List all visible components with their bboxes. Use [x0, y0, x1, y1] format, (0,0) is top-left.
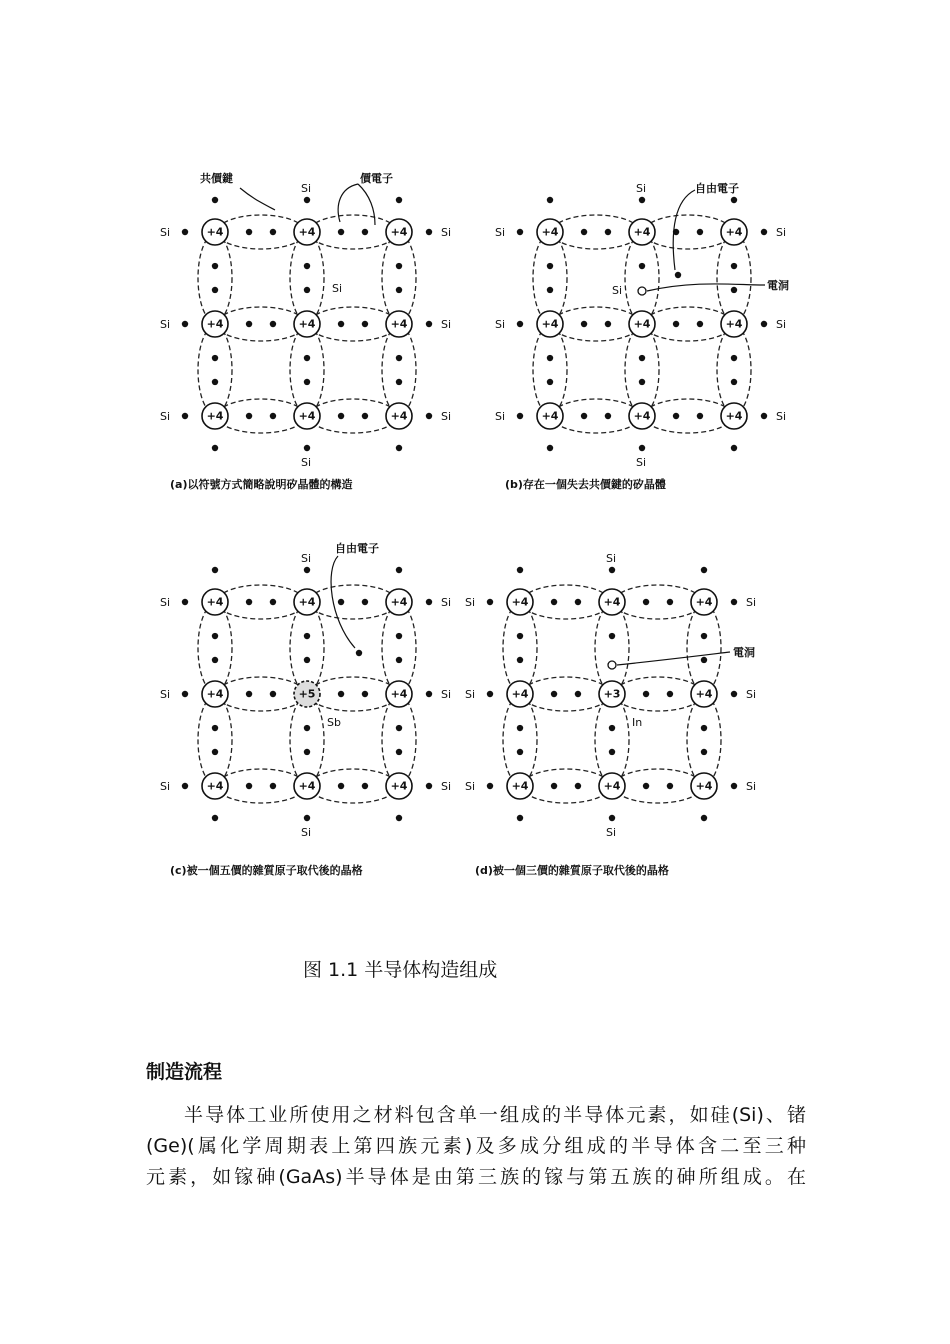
valence-electron — [639, 445, 645, 451]
panel-caption: (c)被一個五價的雜質原子取代後的晶格 — [170, 864, 363, 877]
si-label: Si — [612, 284, 623, 297]
valence-electron — [362, 229, 368, 235]
valence-electron — [212, 815, 218, 821]
paragraph-line: 元素，如镓砷(GaAs)半导体是由第三族的镓与第五族的砷所组成。在 — [146, 1166, 806, 1188]
nucleus-charge: +4 — [603, 595, 621, 609]
covalent-bond — [309, 585, 397, 619]
covalent-bond — [644, 307, 732, 341]
paragraph-line: (Ge)(属化学周期表上第四族元素)及多成分组成的半导体含二至三种 — [146, 1135, 806, 1157]
covalent-bond — [595, 604, 629, 692]
si-label: Si — [746, 596, 757, 609]
valence-electron — [609, 725, 615, 731]
valence-electron — [304, 567, 310, 573]
covalent-bond — [687, 696, 721, 784]
hole-pointer — [617, 652, 730, 665]
si-label: Si — [160, 410, 171, 423]
valence-electron — [547, 379, 553, 385]
valence-electron — [761, 413, 767, 419]
valence-electron — [212, 749, 218, 755]
nucleus-charge: +4 — [206, 595, 224, 609]
covalent-bond — [552, 399, 640, 433]
si-label: Si — [441, 410, 452, 423]
valence-electron — [697, 413, 703, 419]
valence-electron — [304, 445, 310, 451]
si-label: Si — [160, 780, 171, 793]
valence-electron — [426, 321, 432, 327]
valence-electron — [426, 599, 432, 605]
valence-electron — [338, 321, 344, 327]
nucleus-charge: +4 — [725, 317, 743, 331]
covalent-bond — [198, 696, 232, 784]
covalent-bond — [644, 399, 732, 433]
covalent-bond — [217, 677, 305, 711]
valence-electron — [487, 599, 493, 605]
valence-electron — [517, 749, 523, 755]
nucleus-charge: +4 — [725, 225, 743, 239]
si-label: Si — [301, 552, 312, 565]
nucleus-charge: +4 — [725, 409, 743, 423]
valence-electron — [270, 691, 276, 697]
si-label: Si — [160, 318, 171, 331]
nucleus-charge: +4 — [603, 779, 621, 793]
valence-electron — [212, 197, 218, 203]
valence-electron — [362, 599, 368, 605]
valence-electron — [246, 691, 252, 697]
valence-electron — [547, 445, 553, 451]
si-label: Si — [606, 826, 617, 839]
valence-electron — [609, 567, 615, 573]
nucleus-charge: +4 — [695, 595, 713, 609]
valence-electron — [396, 725, 402, 731]
covalent-bond — [290, 696, 324, 784]
valence-electron — [338, 691, 344, 697]
hole-pointer — [647, 284, 765, 291]
covalent-bond — [198, 234, 232, 322]
valence-electron — [396, 815, 402, 821]
si-label: Si — [160, 688, 171, 701]
nucleus-charge: +4 — [298, 595, 316, 609]
si-label: Si — [606, 552, 617, 565]
covalent-bond — [309, 399, 397, 433]
valence-electron — [673, 321, 679, 327]
si-label: Si — [441, 226, 452, 239]
free-electron-label: 自由電子 — [335, 542, 379, 555]
si-label: Si — [301, 456, 312, 469]
covalent-bond — [503, 604, 537, 692]
valence-electron — [731, 691, 737, 697]
nucleus-charge: +4 — [206, 779, 224, 793]
si-label: Si — [441, 688, 452, 701]
valence-electron — [517, 633, 523, 639]
nucleus-charge: +4 — [206, 409, 224, 423]
section-title: 制造流程 — [146, 1061, 223, 1083]
valence-electron — [667, 691, 673, 697]
si-label: Si — [495, 410, 506, 423]
covalent-bond — [198, 604, 232, 692]
covalent-bond — [290, 604, 324, 692]
valence-electron — [701, 657, 707, 663]
valence-electron — [212, 263, 218, 269]
panel-caption: (b)存在一個失去共價鍵的矽晶體 — [505, 478, 666, 491]
nucleus-charge: +4 — [298, 779, 316, 793]
covalent-bond — [625, 234, 659, 322]
covalent-bond — [717, 234, 751, 322]
valence-pointer — [358, 184, 375, 225]
bond-label: 共價鍵 — [200, 172, 233, 185]
valence-electron — [362, 691, 368, 697]
valence-electron — [575, 599, 581, 605]
valence-electron — [517, 567, 523, 573]
nucleus-charge: +4 — [298, 317, 316, 331]
valence-electron — [547, 287, 553, 293]
covalent-bond — [533, 326, 567, 414]
valence-electron — [304, 355, 310, 361]
valence-electron — [701, 725, 707, 731]
covalent-bond — [503, 696, 537, 784]
si-label: Si — [776, 410, 787, 423]
nucleus-charge: +4 — [206, 225, 224, 239]
valence-electron — [609, 633, 615, 639]
si-label: Si — [160, 596, 171, 609]
si-label: Si — [746, 688, 757, 701]
nucleus-charge: +4 — [298, 225, 316, 239]
lattice-figure — [140, 170, 830, 900]
valence-electron — [609, 815, 615, 821]
si-label: Si — [636, 456, 647, 469]
si-label: Si — [441, 596, 452, 609]
figure-caption: 图 1.1 半导体构造组成 — [303, 959, 498, 981]
valence-electron — [396, 657, 402, 663]
valence-electron — [731, 197, 737, 203]
valence-electron — [396, 567, 402, 573]
valence-electron — [212, 287, 218, 293]
si-label: Si — [776, 226, 787, 239]
covalent-bond — [533, 234, 567, 322]
covalent-bond — [309, 215, 397, 249]
si-label: Si — [495, 226, 506, 239]
valence-electron — [426, 783, 432, 789]
valence-electron — [304, 725, 310, 731]
valence-electron — [731, 287, 737, 293]
covalent-bond — [309, 769, 397, 803]
valence-electron — [639, 379, 645, 385]
valence-electron — [761, 321, 767, 327]
nucleus-charge: +4 — [390, 595, 408, 609]
valence-electron — [246, 783, 252, 789]
covalent-bond — [382, 604, 416, 692]
valence-electron — [426, 229, 432, 235]
valence-electron — [270, 599, 276, 605]
covalent-bond — [552, 215, 640, 249]
si-label: Si — [636, 182, 647, 195]
covalent-bond — [217, 769, 305, 803]
nucleus-charge: +4 — [633, 409, 651, 423]
hole — [608, 661, 616, 669]
valence-electron — [246, 413, 252, 419]
si-label: Si — [465, 596, 476, 609]
covalent-bond — [595, 696, 629, 784]
valence-electron — [212, 445, 218, 451]
covalent-bond — [552, 307, 640, 341]
valence-electron — [731, 379, 737, 385]
valence-electron — [212, 633, 218, 639]
nucleus-charge: +4 — [390, 779, 408, 793]
valence-electron — [731, 445, 737, 451]
valence-electron — [362, 321, 368, 327]
body-paragraph — [146, 1100, 806, 1193]
panel-c-diagram — [160, 540, 470, 890]
valence-electron — [396, 749, 402, 755]
valence-electron — [731, 263, 737, 269]
valence-electron — [731, 355, 737, 361]
valence-electron — [304, 263, 310, 269]
free-electron-label: 自由電子 — [695, 182, 739, 195]
impurity-label: In — [632, 716, 643, 729]
covalent-bond — [522, 769, 610, 803]
valence-electron — [426, 413, 432, 419]
nucleus-charge: +4 — [298, 409, 316, 423]
panel-c — [160, 540, 470, 890]
si-label: Si — [776, 318, 787, 331]
panel-caption: (a)以符號方式簡略說明矽晶體的構造 — [170, 478, 353, 491]
valence-electron — [182, 599, 188, 605]
valence-electron — [551, 783, 557, 789]
hole — [638, 287, 646, 295]
valence-electron — [643, 691, 649, 697]
valence-electron — [338, 599, 344, 605]
covalent-bond — [382, 326, 416, 414]
valence-electron — [338, 229, 344, 235]
nucleus-charge: +4 — [695, 779, 713, 793]
valence-electron — [396, 445, 402, 451]
valence-electron — [581, 413, 587, 419]
valence-electron — [697, 229, 703, 235]
covalent-bond — [625, 326, 659, 414]
valence-electron — [246, 599, 252, 605]
covalent-bond — [290, 234, 324, 322]
nucleus-charge: +4 — [390, 317, 408, 331]
nucleus-charge: +5 — [298, 687, 316, 701]
nucleus-charge: +4 — [511, 595, 529, 609]
valence-electron — [605, 413, 611, 419]
valence-electron — [517, 815, 523, 821]
nucleus-charge: +4 — [206, 687, 224, 701]
nucleus-charge: +4 — [206, 317, 224, 331]
valence-electron — [639, 355, 645, 361]
valence-electron — [426, 691, 432, 697]
valence-electron — [605, 321, 611, 327]
valence-electron — [673, 413, 679, 419]
hole-label: 電洞 — [767, 279, 789, 292]
valence-electron — [270, 783, 276, 789]
valence-electron — [701, 815, 707, 821]
valence-electron — [581, 229, 587, 235]
valence-electron — [487, 783, 493, 789]
si-label: Si — [301, 182, 312, 195]
covalent-bond — [309, 677, 397, 711]
si-label: Si — [746, 780, 757, 793]
covalent-bond — [382, 234, 416, 322]
panel-a-diagram — [160, 170, 470, 491]
covalent-bond — [217, 585, 305, 619]
si-label: Si — [332, 282, 343, 295]
panel-caption: (d)被一個三價的雜質原子取代後的晶格 — [475, 864, 669, 877]
valence-electron — [547, 355, 553, 361]
si-label: Si — [160, 226, 171, 239]
valence-electron — [246, 321, 252, 327]
valence-electron — [639, 263, 645, 269]
valence-electron — [667, 783, 673, 789]
valence-electron — [396, 355, 402, 361]
nucleus-charge: +4 — [541, 225, 559, 239]
valence-electron — [212, 355, 218, 361]
valence-electron — [212, 379, 218, 385]
valence-electron — [338, 783, 344, 789]
valence-electron — [517, 321, 523, 327]
nucleus-charge: +3 — [603, 687, 621, 701]
valence-electron — [517, 725, 523, 731]
si-label: Si — [441, 318, 452, 331]
covalent-bond — [290, 326, 324, 414]
valence-pointer — [338, 184, 358, 222]
nucleus-charge: +4 — [695, 687, 713, 701]
valence-electron — [605, 229, 611, 235]
valence-electron — [551, 599, 557, 605]
nucleus-charge: +4 — [633, 317, 651, 331]
si-label: Si — [301, 826, 312, 839]
valence-electron — [246, 229, 252, 235]
valence-electron — [270, 321, 276, 327]
valence-electron — [396, 287, 402, 293]
valence-electron — [362, 783, 368, 789]
valence-electron — [487, 691, 493, 697]
valence-electron — [182, 321, 188, 327]
valence-electron — [270, 229, 276, 235]
covalent-bond — [309, 307, 397, 341]
valence-electron — [304, 287, 310, 293]
valence-electron — [575, 783, 581, 789]
valence-electron — [396, 197, 402, 203]
free-electron — [356, 650, 362, 656]
valence-electron — [731, 783, 737, 789]
valence-electron — [182, 691, 188, 697]
impurity-label: Sb — [327, 716, 341, 729]
covalent-bond — [614, 585, 702, 619]
bond-pointer — [240, 188, 275, 210]
si-label: Si — [465, 688, 476, 701]
valence-electron — [609, 749, 615, 755]
valence-electron — [547, 263, 553, 269]
valence-electron — [304, 815, 310, 821]
valence-electron — [396, 633, 402, 639]
valence-electron — [517, 413, 523, 419]
si-label: Si — [495, 318, 506, 331]
panel-d-diagram — [465, 540, 775, 890]
covalent-bond — [614, 769, 702, 803]
valence-electron — [212, 567, 218, 573]
covalent-bond — [614, 677, 702, 711]
valence-electron — [304, 379, 310, 385]
valence-electron — [547, 197, 553, 203]
si-label: Si — [465, 780, 476, 793]
valence-electron — [304, 633, 310, 639]
panel-b-diagram — [495, 170, 805, 491]
valence-electron — [643, 599, 649, 605]
free-electron — [675, 272, 681, 278]
nucleus-charge: +4 — [390, 687, 408, 701]
valence-electron — [551, 691, 557, 697]
valence-electron — [212, 657, 218, 663]
nucleus-charge: +4 — [541, 317, 559, 331]
valence-electron — [701, 749, 707, 755]
nucleus-charge: +4 — [633, 225, 651, 239]
valence-electron — [701, 633, 707, 639]
valence-electron — [396, 379, 402, 385]
valence-electron — [212, 725, 218, 731]
paragraph-line: 半导体工业所使用之材料包含单一组成的半导体元素，如硅(Si)、锗 — [184, 1104, 806, 1126]
valence-electron — [697, 321, 703, 327]
valence-electron — [761, 229, 767, 235]
valence-electron — [304, 657, 310, 663]
valence-label: 價電子 — [360, 172, 393, 185]
valence-electron — [701, 567, 707, 573]
panel-d — [465, 540, 775, 890]
si-label: Si — [441, 780, 452, 793]
covalent-bond — [217, 307, 305, 341]
valence-electron — [304, 749, 310, 755]
hole-label: 電洞 — [733, 646, 755, 659]
nucleus-charge: +4 — [541, 409, 559, 423]
valence-electron — [396, 263, 402, 269]
covalent-bond — [717, 326, 751, 414]
covalent-bond — [217, 399, 305, 433]
panel-b — [495, 170, 805, 491]
nucleus-charge: +4 — [390, 225, 408, 239]
covalent-bond — [217, 215, 305, 249]
valence-electron — [338, 413, 344, 419]
valence-electron — [270, 413, 276, 419]
valence-electron — [517, 657, 523, 663]
valence-electron — [182, 413, 188, 419]
valence-electron — [575, 691, 581, 697]
valence-electron — [581, 321, 587, 327]
covalent-bond — [522, 585, 610, 619]
valence-electron — [362, 413, 368, 419]
nucleus-charge: +4 — [511, 779, 529, 793]
covalent-bond — [644, 215, 732, 249]
valence-electron — [182, 229, 188, 235]
covalent-bond — [687, 604, 721, 692]
valence-electron — [643, 783, 649, 789]
covalent-bond — [198, 326, 232, 414]
valence-electron — [182, 783, 188, 789]
valence-electron — [517, 229, 523, 235]
nucleus-charge: +4 — [390, 409, 408, 423]
nucleus-charge: +4 — [511, 687, 529, 701]
valence-electron — [639, 197, 645, 203]
covalent-bond — [522, 677, 610, 711]
covalent-bond — [382, 696, 416, 784]
valence-electron — [731, 599, 737, 605]
valence-electron — [667, 599, 673, 605]
panel-a — [160, 170, 470, 491]
valence-electron — [304, 197, 310, 203]
